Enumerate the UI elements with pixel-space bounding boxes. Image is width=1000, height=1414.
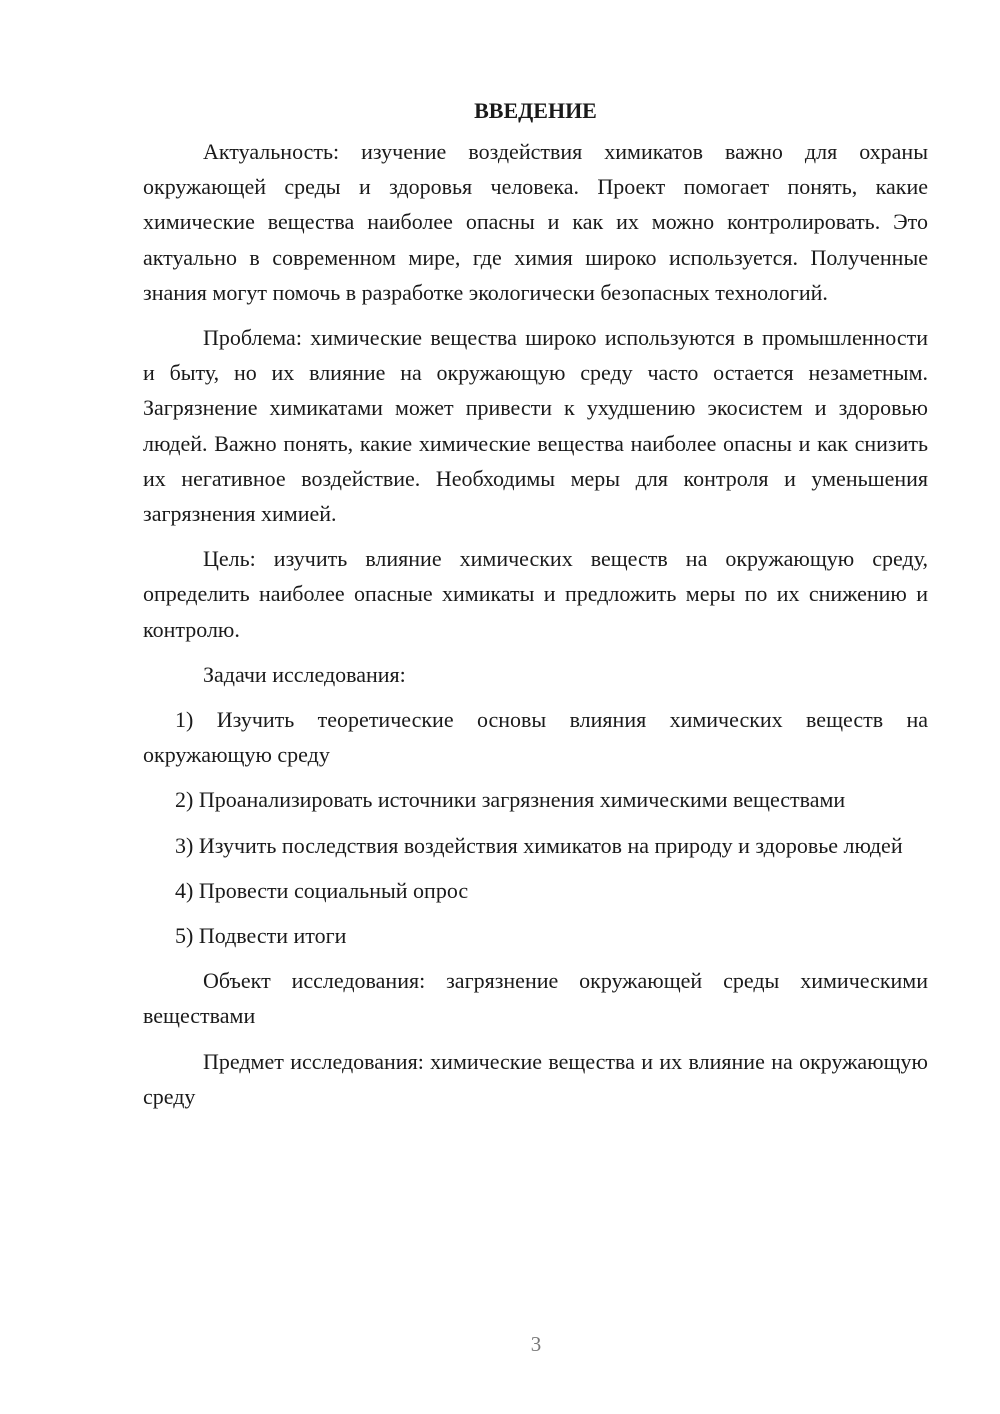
paragraph-goal: Цель: изучить влияние химических веществ на окружающую среду, определить наиболее опасные химикаты и предложить меры по их снижению и контролю. [143, 546, 928, 642]
task-item-2: 2) Проанализировать источники загрязнения химическими веществами [175, 787, 846, 813]
paragraph-problem: Проблема: химические вещества широко используются в промышленности и быту, но их влияние на окружающую среду часто остается незаметным. Загрязнение химикатами может привести к ухудшению экосистем и здоровью людей. Важно понять, какие химические вещества наиболее опасны и как снизить их негативное воздействие. Необходимы меры для контроля и уменьшения загрязнения химией. [143, 325, 928, 527]
task-item-1: 1) Изучить теоретические основы влияния химических веществ на окружающую среду [143, 707, 928, 768]
task-item-5: 5) Подвести итоги [175, 923, 347, 949]
paragraph-relevance: Актуальность: изучение воздействия химикатов важно для охраны окружающей среды и здоровья человека. Проект помогает понять, какие химические вещества наиболее опасны и как их можно контролировать. Это актуально в современном мире, где химия широко используется. Полученные знания могут помочь в разработке экологически безопасных технологий. [143, 139, 928, 305]
task-item-4: 4) Провести социальный опрос [175, 877, 469, 903]
task-item-3: 3) Изучить последствия воздействия химикатов на природу и здоровье людей [175, 832, 903, 858]
paragraph-object: Объект исследования: загрязнение окружающей среды химическими веществами [143, 968, 928, 1029]
tasks-heading: Задачи исследования: [203, 661, 406, 687]
page-number: 3 [530, 1332, 542, 1356]
section-title: ВВЕДЕНИЕ [474, 98, 597, 123]
paragraph-subject: Предмет исследования: химические вещества и их влияние на окружающую среду [143, 1048, 928, 1109]
document-page [143, 88, 928, 1114]
